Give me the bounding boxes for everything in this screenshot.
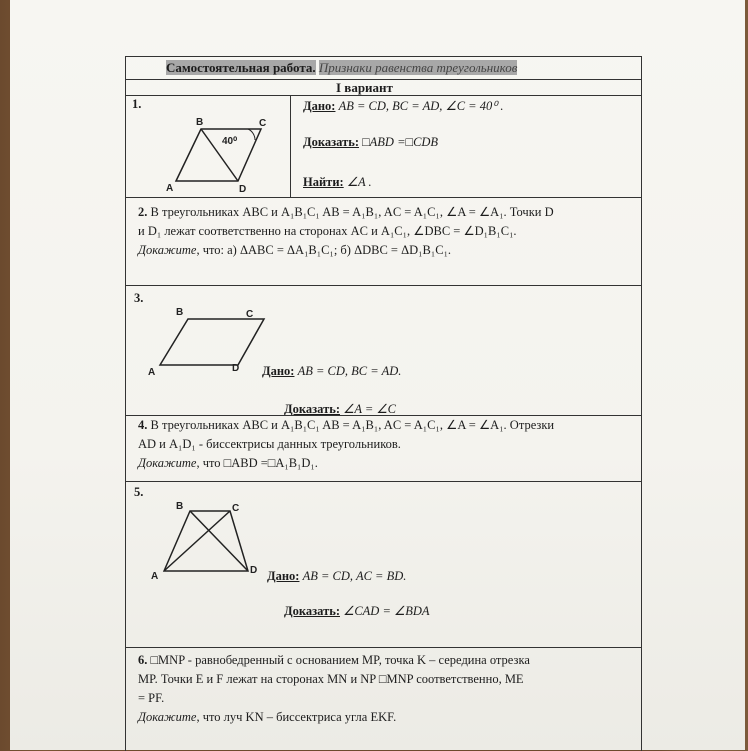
find-text: ∠A . xyxy=(346,175,372,189)
task3-given xyxy=(262,364,401,379)
task1-label-a: A xyxy=(166,183,174,194)
task5-label-b: B xyxy=(176,501,184,512)
task6-line3: = PF. xyxy=(138,691,165,705)
given-label: Дано: xyxy=(262,364,295,378)
task4-prove-word: Докажите xyxy=(138,456,197,470)
task5-number: 5. xyxy=(134,485,144,499)
task5-given xyxy=(267,569,406,584)
task1-angle-label: 40⁰ xyxy=(222,136,238,147)
task3-parallelogram xyxy=(160,319,264,365)
task1-parallelogram xyxy=(176,129,261,181)
title-italic: Признаки равенства треугольников xyxy=(318,60,518,75)
task5-diagonal-ac xyxy=(164,511,230,571)
task3-label-b: B xyxy=(176,307,184,318)
task5-label-a: A xyxy=(151,571,159,582)
given-text: AB = CD, BC = AD, ∠C = 40⁰ . xyxy=(338,99,504,113)
task3-number: 3. xyxy=(134,291,144,305)
task2-line2: и D₁ лежат соответственно на сторонах AC и A₁C₁, ∠DBC = ∠D₁B₁C₁. xyxy=(138,224,517,238)
task1-label-c: C xyxy=(259,118,267,129)
task5-trapezoid xyxy=(164,511,248,571)
prove-text: □ABD =□CDB xyxy=(362,135,439,149)
given-label: Дано: xyxy=(303,99,336,113)
variant-label: I вариант xyxy=(336,80,393,95)
paper-sheet xyxy=(10,0,745,750)
row-divider xyxy=(126,647,641,648)
row-divider xyxy=(126,197,641,198)
given-text: AB = CD, AC = BD. xyxy=(302,569,407,583)
given-text: AB = CD, BC = AD. xyxy=(297,364,402,378)
task5-prove xyxy=(284,603,430,619)
task1-find xyxy=(303,174,372,190)
row-divider xyxy=(126,285,641,286)
task3-label-d: D xyxy=(232,363,240,374)
task2-prove-word: Докажите xyxy=(138,243,197,257)
row-divider xyxy=(126,481,641,482)
task6-line2: MP. Точки E и F лежат на сторонах MN и NP □MNP соответственно, ME xyxy=(138,672,524,686)
task5-label-c: C xyxy=(232,503,240,514)
title-bold: Самостоятельная работа. xyxy=(166,60,316,75)
task1-number: 1. xyxy=(132,97,142,111)
task1-label-d: D xyxy=(239,184,247,195)
task6-line4: , что луч KN – биссектриса угла EKF. xyxy=(196,710,397,724)
worksheet-title xyxy=(166,60,517,76)
task2-line3: , что: а) ΔABC = ΔA₁B₁C₁; б) ΔDBC = ΔD₁B₁C₁. xyxy=(196,243,452,257)
task2-text xyxy=(138,203,633,260)
task6-text xyxy=(138,651,633,727)
prove-text: ∠A = ∠C xyxy=(343,402,396,416)
task3-label-c: C xyxy=(246,309,254,320)
find-label: Найти: xyxy=(303,175,344,189)
prove-label: Доказать: xyxy=(284,402,340,416)
task4-line3: , что □ABD =□A₁B₁D₁. xyxy=(196,456,318,470)
task3-label-a: A xyxy=(148,367,156,378)
task1-label-b: B xyxy=(196,117,204,128)
task1-angle-arc xyxy=(248,129,255,140)
prove-label: Доказать: xyxy=(303,135,359,149)
task5-label-d: D xyxy=(250,565,258,576)
given-label: Дано: xyxy=(267,569,300,583)
task1-prove xyxy=(303,135,438,150)
prove-label: Доказать: xyxy=(284,604,340,618)
row-divider xyxy=(126,95,641,96)
task6-number: 6. xyxy=(138,653,148,667)
task4-text xyxy=(138,416,633,473)
task4-line1: В треугольниках ABC и A₁B₁C₁ AB = A₁B₁, AC = A₁C₁, ∠A = ∠A₁. Отрезки xyxy=(150,418,555,432)
task6-prove-word: Докажите xyxy=(138,710,197,724)
prove-text: ∠CAD = ∠BDA xyxy=(343,604,430,618)
task4-number: 4. xyxy=(138,418,148,432)
worksheet-table xyxy=(125,56,642,751)
task2-line1: В треугольниках ABC и A₁B₁C₁ AB = A₁B₁, AC = A₁C₁, ∠A = ∠A₁. Точки D xyxy=(150,205,554,219)
task1-given xyxy=(303,98,504,114)
task1-parallelogram-figure xyxy=(156,115,286,195)
task4-line2: AD и A₁D₁ - биссектрисы данных треугольников. xyxy=(138,437,401,451)
task1-column-divider xyxy=(290,95,292,197)
task2-number: 2. xyxy=(138,205,148,219)
task6-line1: □MNP - равнобедренный с основанием MP, точка K – середина отрезка xyxy=(150,653,530,667)
